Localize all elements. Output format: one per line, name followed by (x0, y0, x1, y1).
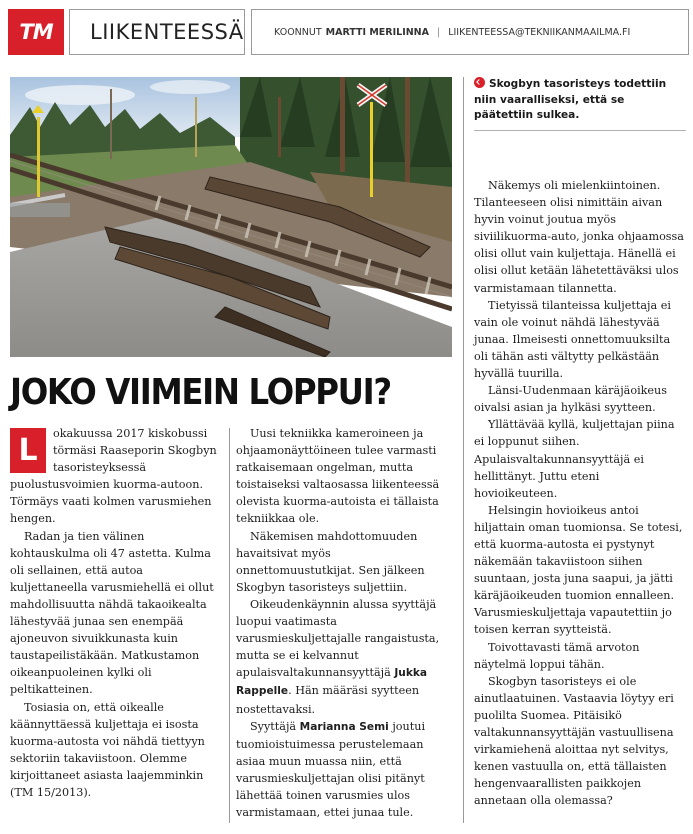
column-divider-1 (229, 428, 230, 823)
paragraph: Tietyissä tilanteissa kuljettaja ei vain ole voinut nähdä lähestyvää junaa. Ilmeisesti onnettomuuksilta oli tähän asti vältytty pelkästään hyvällä tuurilla. (474, 298, 671, 381)
page-header (0, 0, 693, 62)
caption-text: Skogbyn tasoristeys todettiin niin vaaralliseksi, että se päätettiin sulkea. (474, 78, 667, 121)
paragraph (236, 718, 452, 822)
paragraph: Helsingin hovioikeus antoi hiljattain oman tuomionsa. Se totesi, että kuorma-autosta ei pystynyt näkemään takaviistoon siihen suuntaan, josta juna saapui, ja jätti käräjäoikeuden tuomion ennalleen. Varusmieskuljettaja vapautettiin jo toisen kerran syytteistä. (474, 503, 683, 637)
article-column-2 (236, 425, 452, 821)
paragraph: Toivottavasti tämä arvoton näytelmä loppui tähän. (474, 640, 640, 671)
paragraph: Yllättävää kyllä, kuljettajan piina ei loppunut siihen. Apulaisvaltakunnansyyttäjä ei hellittänyt. Juttu eteni hovioikeuteen. (474, 418, 675, 500)
lead-text: okakuussa 2017 kiskobussi törmäsi Raaseporin Skogbyn tasoristeyksessä puolustusvoimien kuorma-autoon. Törmäys vaati kolmen varusmiehen hengen. (10, 427, 217, 526)
credit-email[interactable]: LIIKENTEESSA@TEKNIIKANMAAILMA.FI (448, 26, 631, 38)
credit-name: MARTTI MERILINNA (325, 26, 429, 38)
article-headline: JOKO VIIMEIN LOPPUI? (10, 372, 391, 413)
section-title (69, 9, 245, 55)
railway-crossing-photo (10, 77, 452, 357)
paragraph: Uusi tekniikka kameroineen ja ohjaamonäyttöineen tulee varmasti ratkaisemaan ongelman, mutta toistaiseksi valtaosassa liikenteessä olevista kuorma-autoista ei tällaista tekniikkaa ole. (236, 427, 440, 526)
photo-caption (474, 77, 686, 124)
paragraph-text: Syyttäjä (250, 719, 300, 733)
caption-divider (474, 130, 686, 131)
article-column-3 (474, 177, 686, 809)
credit-line (251, 9, 689, 55)
column-divider-2 (463, 77, 464, 823)
article-column-1 (10, 425, 220, 801)
section-title-text: LIIKENTEESSÄ (90, 20, 244, 44)
article-photo (10, 77, 452, 357)
paragraph-text: Oikeudenkäynnin alussa syyttäjä luopui vaatimasta varusmieskuljettajalle rangaistusta, mutta se ei kelvannut apulaisvaltakunnansyyttäjä (236, 597, 440, 680)
person-name: Jukka Rappelle (236, 667, 428, 698)
credit-prefix: KOONNUT (274, 26, 322, 38)
paragraph: Skogbyn tasoristeys ei ole ainutlaatuinen. Vastaavia löytyy eri puolilta Suomea. Pitäisikö valtakunnansyyttäjän vastuullisena virkamiehenä aloittaa nyt selvitys, kenen vastuulla on, että tällaisten hengenvaarallisten paikkojen annetaan olla olemassa? (474, 674, 674, 808)
paragraph (236, 596, 452, 718)
caption-marker-icon (474, 77, 485, 88)
paragraph: Tosiasia on, että oikealle käännyttäessä kuljettaja ei isosta kuorma-autosta voi nähdä tiettyyn sektoriin takaviistoon. Olemme kirjoittaneet asiasta laajemminkin (TM 15/2013). (10, 700, 205, 799)
paragraph: Näkemisen mahdottomuuden havaitsivat myös onnettomuustutkijat. Sen jälkeen Skogbyn tasoristeys suljettiin. (236, 529, 425, 594)
drop-cap: L (10, 428, 46, 473)
paragraph-text: . Hän määräsi syytteen nostettavaksi. (236, 684, 420, 716)
paragraph-text: joutui tuomioistuimessa perustelemaan asiaa muun muassa niin, että varusmieskuljettajan olisi pitänyt lähettää toinen varusmies ulos varmistamaan, ettei junaa tule. (236, 719, 426, 820)
tm-logo[interactable]: TM (8, 9, 64, 55)
paragraph: Näkemys oli mielenkiintoinen. Tilanteeseen olisi nimittäin aivan hyvin voinut joutua myös siviilikuorma-auto, jonka ohjaamossa olisi ollut vain kuljettaja. Hänellä ei olisi ollut ketään lähetettäväksi ulos varmistamaan tilannetta. (474, 179, 684, 295)
paragraph: Länsi-Uudenmaan käräjäoikeus oivalsi asian ja hylkäsi syytteen. (474, 384, 667, 415)
credit-separator: | (437, 26, 441, 38)
lead-paragraph (10, 425, 220, 528)
paragraph: Radan ja tien välinen kohtauskulma oli 47 astetta. Kulma oli sellainen, että autoa kuljettaneella varusmiehellä ei ollut mahdollisuutta nähdä takaoikealta lähestyvää junaa sen enempää ajoneuvon sivuikkunasta kuin taustapeilistäkään. Matkustamon oikeanpuoleinen kylki oli peltikatteinen. (10, 529, 214, 697)
person-name: Marianna Semi (299, 720, 389, 733)
